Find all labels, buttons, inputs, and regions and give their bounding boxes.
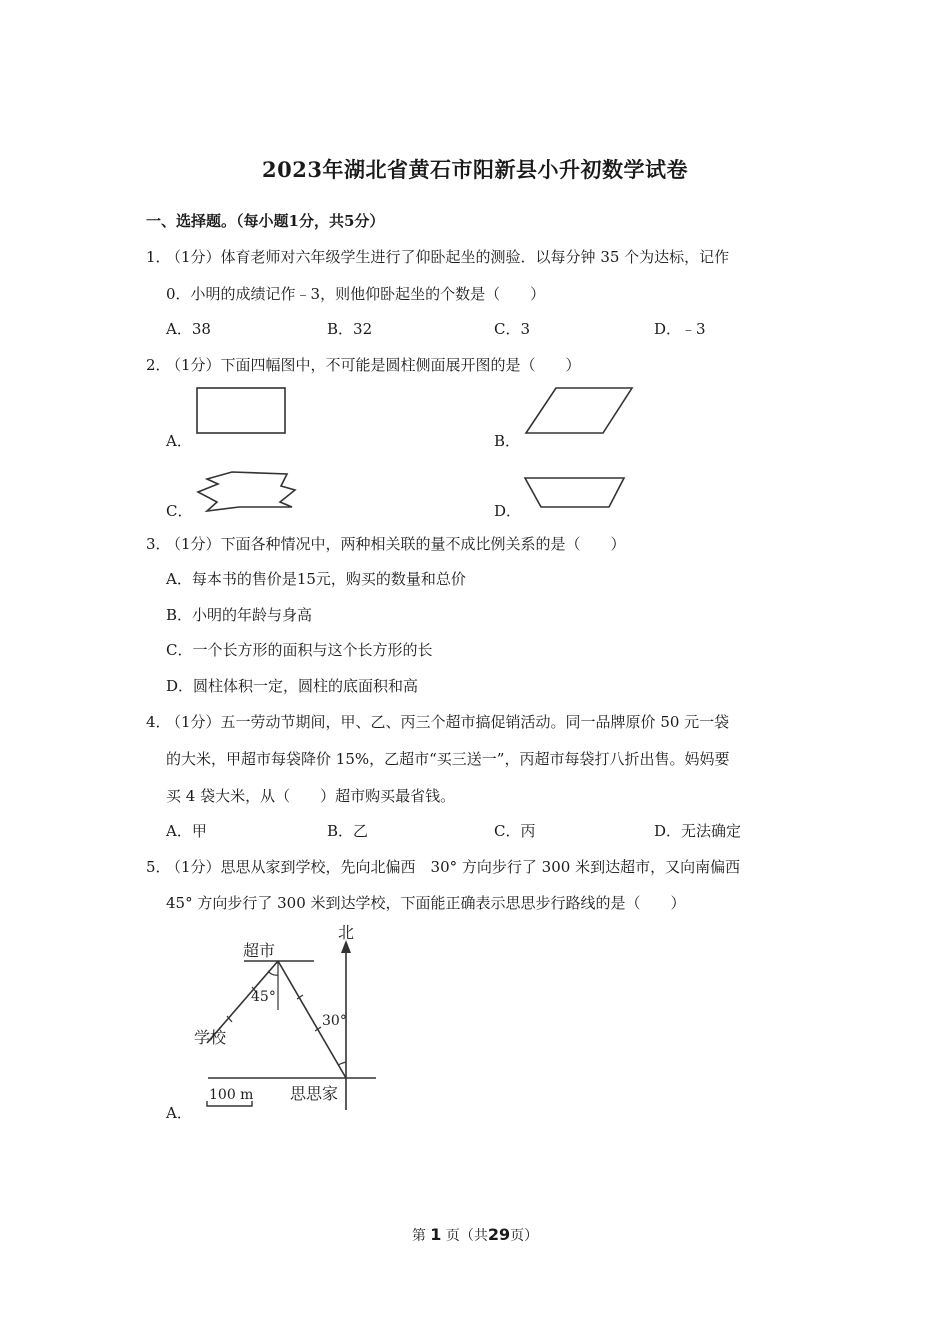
label-north: 北 [338, 923, 355, 942]
label-angle-45: 45° [251, 989, 276, 1005]
option-d[interactable]: D． [494, 502, 522, 520]
section-heading: 一、选择题。（每小题1分，共5分） [146, 212, 385, 230]
label-angle-30: 30° [322, 1013, 347, 1029]
label-home: 思思家 [290, 1084, 339, 1103]
option-a[interactable]: A．每本书的售价是15元，购买的数量和总价 [166, 570, 466, 588]
option-b[interactable]: B． [494, 432, 521, 450]
question-number: 2． [146, 356, 171, 374]
question-number: 4． [146, 713, 171, 731]
question-number: 1． [146, 248, 171, 266]
question-text: 45° 方向步行了 300 米到达学校，下面能正确表示思思步行路线的是（ ） [166, 894, 686, 912]
scale-label: 100 m [209, 1087, 254, 1103]
question-text: （1分）思思从家到学校，先向北偏西 30° 方向步行了 300 米到达超市，又向南偏西 [166, 858, 741, 876]
option-a[interactable]: A．38 [166, 320, 211, 338]
question-text: （1分）体育老师对六年级学生进行了仰卧起坐的测验．以每分钟 35 个为达标，记作 [166, 248, 730, 266]
label-supermarket: 超市 [243, 941, 276, 960]
page-footer [0, 1225, 950, 1245]
question-text: （1分）下面各种情况中，两种相关联的量不成比例关系的是（ ） [166, 535, 626, 553]
question-text: （1分）五一劳动节期间，甲、乙、丙三个超市搞促销活动。同一品牌原价 50 元一袋 [166, 713, 730, 731]
footer-total-pages: 29 [487, 1225, 511, 1244]
question-text: 的大米，甲超市每袋降价 15%，乙超市“买三送一”，丙超市每袋打八折出售。妈妈要 [166, 750, 730, 768]
option-a[interactable]: A． [166, 1104, 192, 1122]
question-number: 3． [146, 535, 171, 553]
option-c[interactable]: C．一个长方形的面积与这个长方形的长 [166, 641, 433, 659]
label-school: 学校 [194, 1028, 227, 1047]
option-b[interactable]: B．32 [327, 320, 373, 338]
footer-prefix: 第 [411, 1228, 426, 1244]
option-b[interactable]: B．小明的年龄与身高 [166, 606, 313, 624]
footer-middle: 页（共 [445, 1228, 488, 1244]
question-text: 买 4 袋大米，从（ ）超市购买最省钱。 [166, 787, 456, 805]
page-title: 2023年湖北省黄石市阳新县小升初数学试卷 [262, 157, 688, 182]
option-c[interactable]: C． [166, 502, 193, 520]
question-number: 5． [146, 858, 171, 876]
footer-suffix: 页） [510, 1228, 539, 1244]
option-b[interactable]: B．乙 [327, 822, 369, 840]
question-text: （1分）下面四幅图中，不可能是圆柱侧面展开图的是（ ） [166, 356, 581, 374]
option-d[interactable]: D．无法确定 [654, 822, 742, 840]
angle-30-arc [338, 1062, 346, 1065]
footer-page-number: 1 [430, 1225, 442, 1244]
question-text: 0．小明的成绩记作﹣3，则他仰卧起坐的个数是（ ） [166, 285, 546, 303]
option-a[interactable]: A． [166, 432, 192, 450]
option-d[interactable]: D．﹣3 [654, 320, 706, 338]
option-a[interactable]: A．甲 [166, 822, 207, 840]
option-c[interactable]: C．丙 [494, 822, 536, 840]
option-c[interactable]: C．3 [494, 320, 531, 338]
option-d[interactable]: D．圆柱体积一定，圆柱的底面积和高 [166, 677, 419, 695]
